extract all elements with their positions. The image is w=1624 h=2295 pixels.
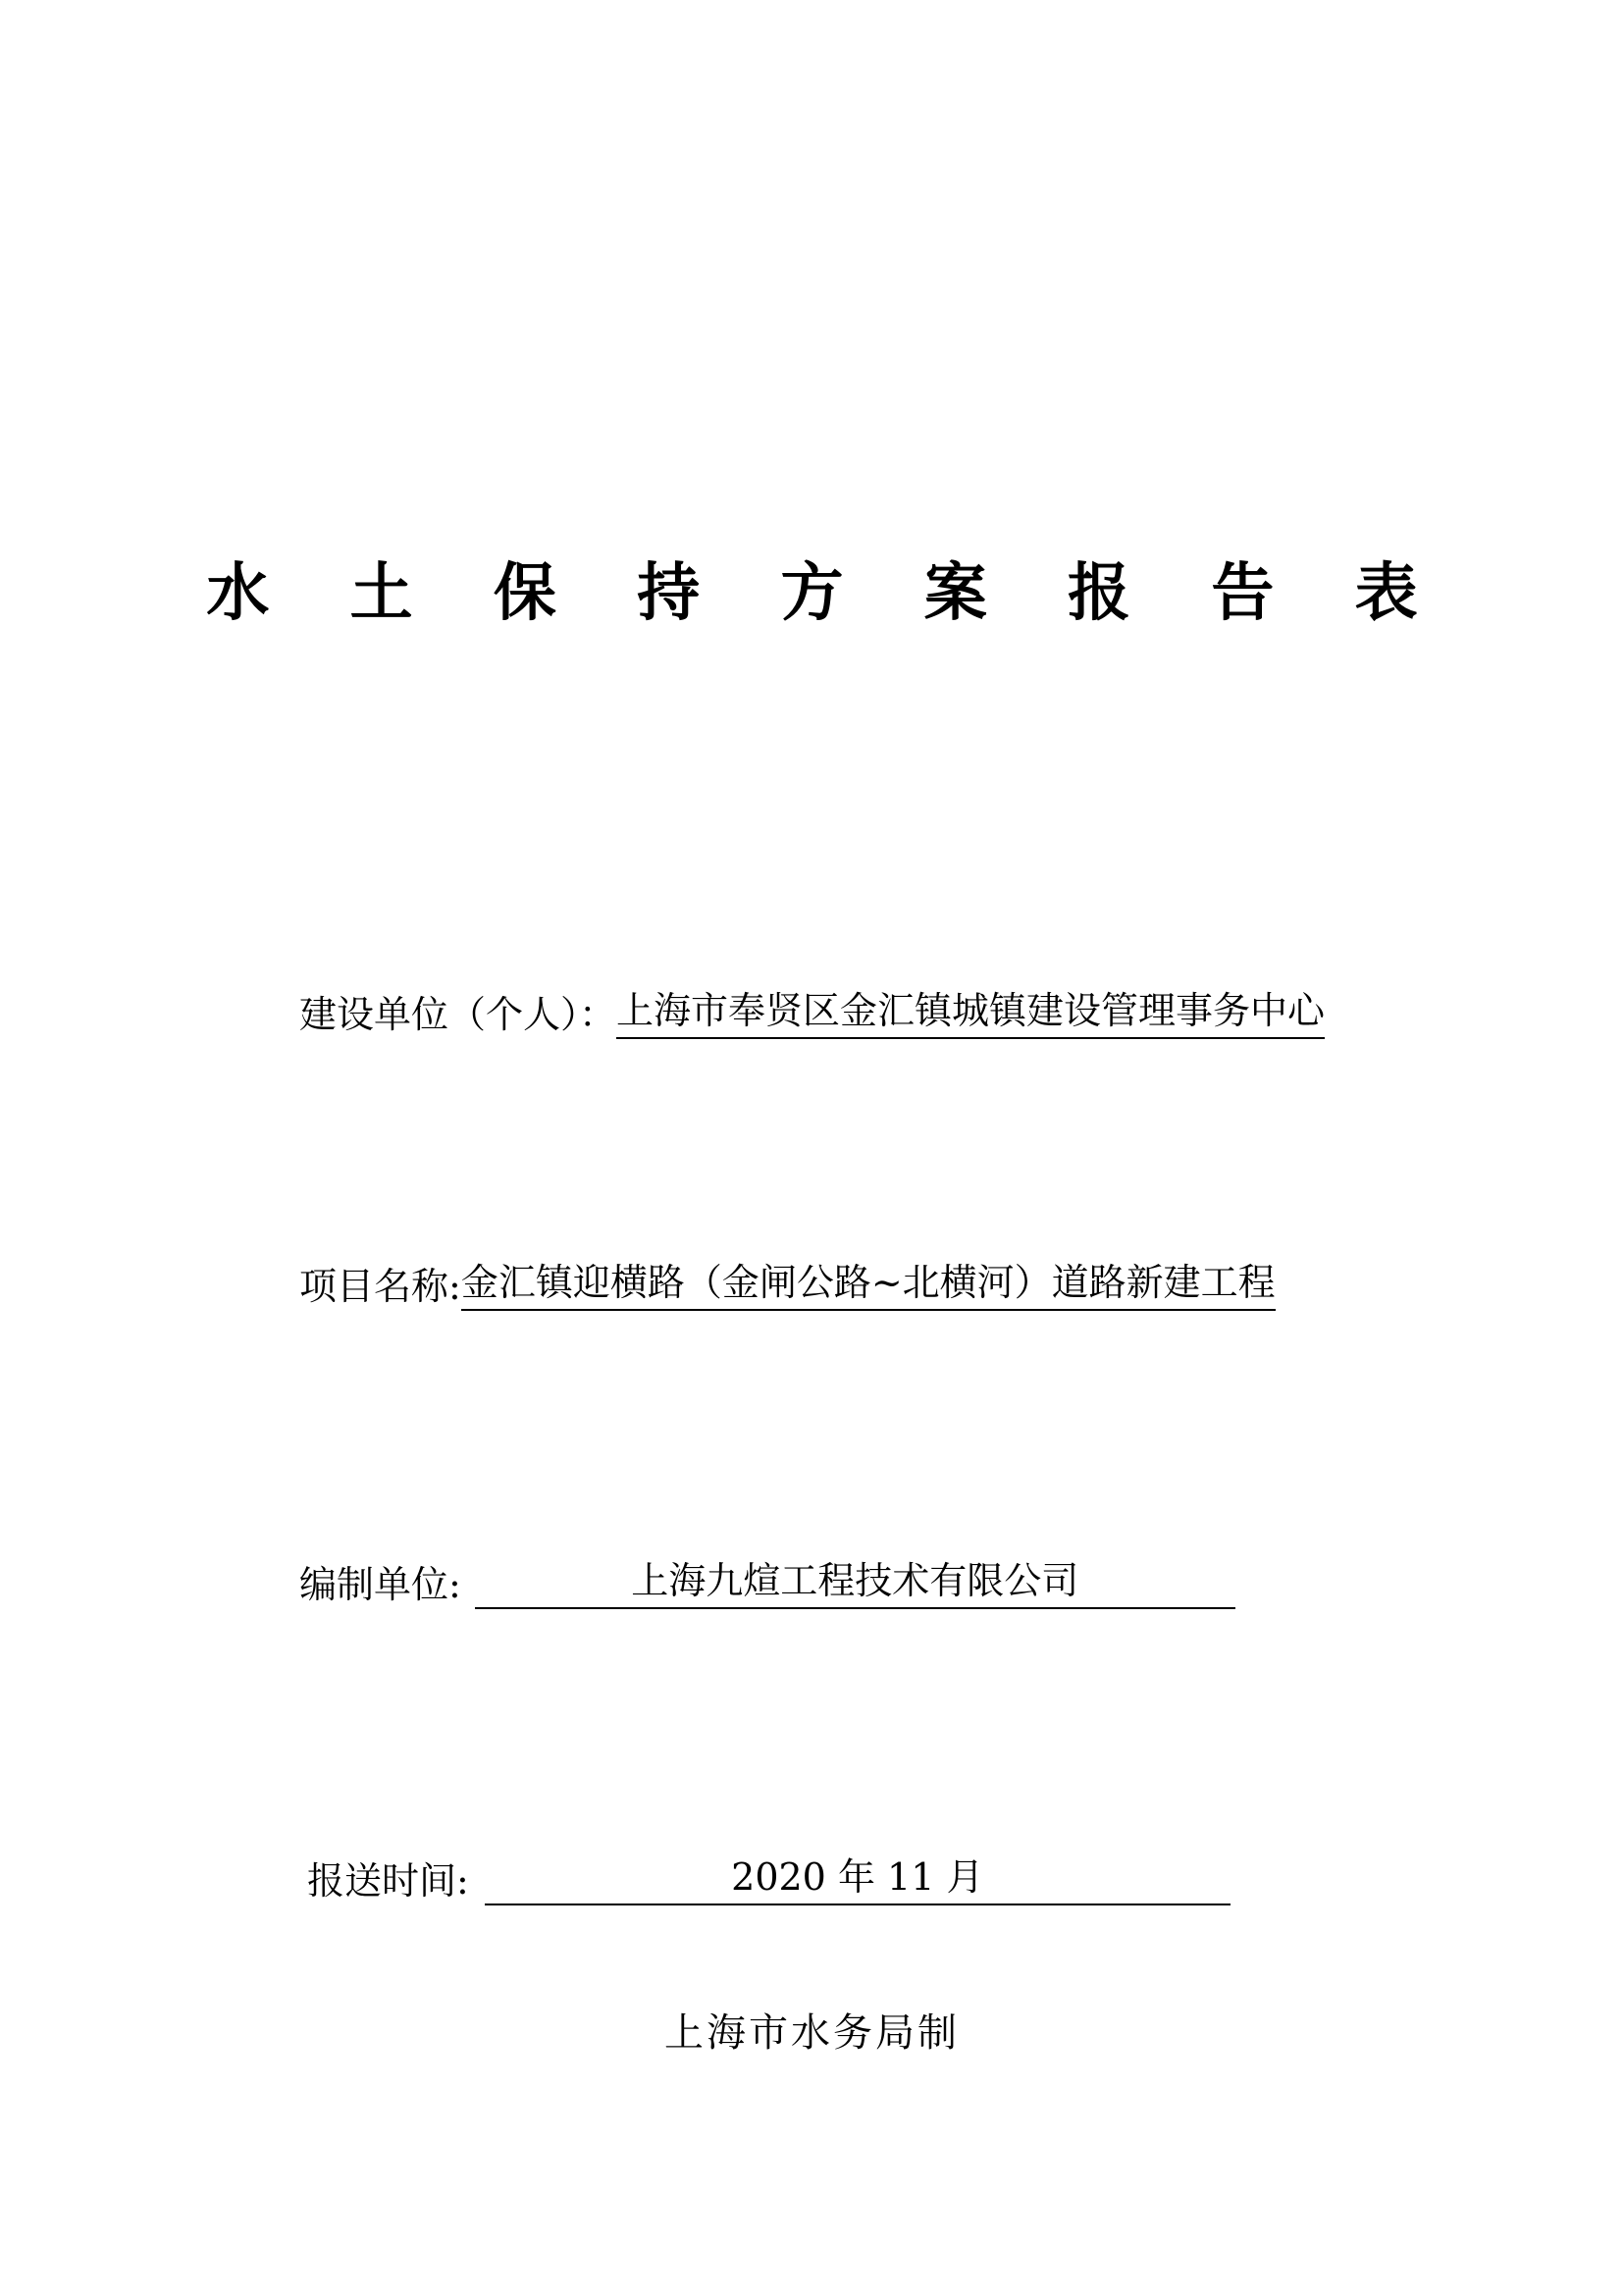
submission-time-field — [307, 1852, 1231, 1905]
issuing-authority: 上海市水务局制 — [664, 2010, 960, 2056]
construction-unit-field — [299, 986, 1325, 1039]
construction-unit-label: 建设单位（个人）： — [299, 993, 617, 1036]
compiling-unit-label: 编制单位: — [299, 1563, 461, 1606]
project-name-field — [299, 1258, 1276, 1311]
project-name-value: 金汇镇迎横路（金闸公路~北横河）道路新建工程 — [461, 1258, 1276, 1311]
submission-time-label: 报送时间: — [307, 1859, 469, 1903]
project-name-label: 项目名称: — [299, 1265, 461, 1308]
document-title: 水 土 保 持 方 案 报 告 表 — [206, 557, 1447, 630]
construction-unit-value: 上海市奉贤区金汇镇城镇建设管理事务中心 — [616, 986, 1325, 1039]
compiling-unit-field — [299, 1556, 1235, 1609]
compiling-unit-value: 上海九煊工程技术有限公司 — [475, 1556, 1235, 1609]
submission-time-value: 2020 年 11 月 — [485, 1852, 1231, 1905]
